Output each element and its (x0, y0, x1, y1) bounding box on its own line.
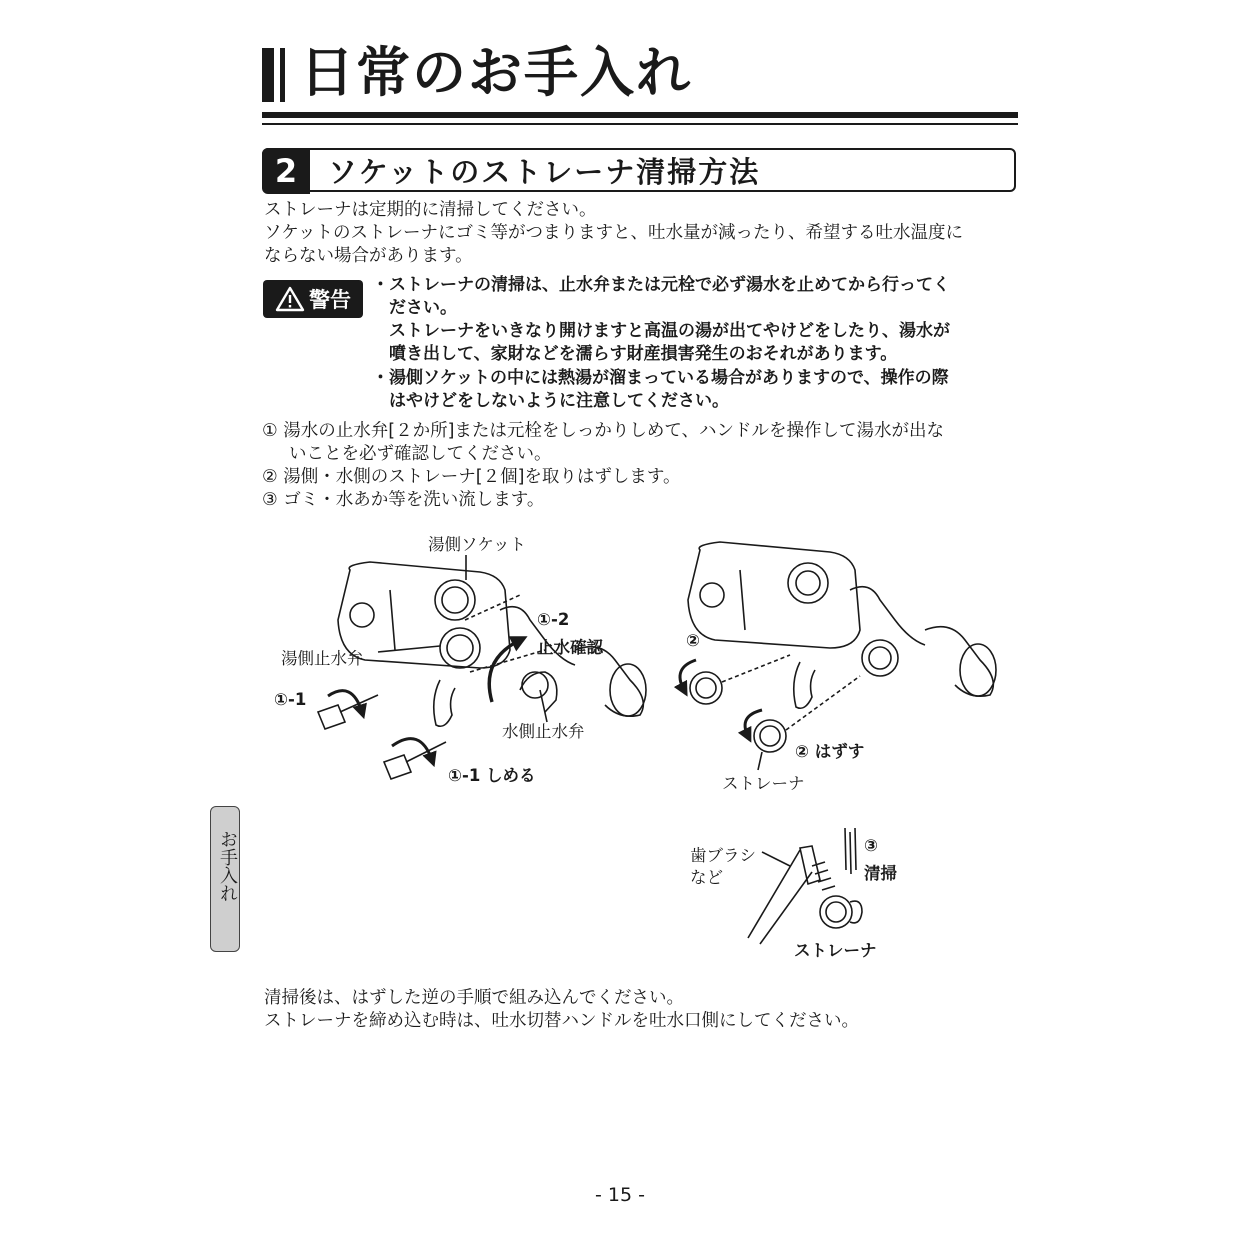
label-remove: ② はずす (795, 742, 865, 761)
label-hot-socket: 湯側ソケット (428, 535, 527, 554)
warning-label: 警告 (309, 288, 351, 312)
warning-line-3: ストレーナをいきなり開けますと高温の湯が出てやけどをしたり、湯水が (389, 321, 950, 341)
warning-line-6: はやけどをしないように注意してください。 (389, 391, 729, 411)
label-step-1-2: ①-2 (537, 610, 570, 629)
faucet-figure-2 (680, 542, 996, 770)
page-title: 日常のお手入れ (300, 41, 692, 104)
side-tab-label: お手入れ (217, 830, 238, 902)
intro-line-3: ならない場合があります。 (264, 246, 473, 266)
section-number: 2 (262, 148, 310, 194)
footer-note-2: ストレーナを締め込む時は、吐水切替ハンドルを吐水口側にしてください。 (264, 1011, 859, 1031)
label-step-3: ③ (864, 836, 878, 855)
toothbrush-figure (748, 828, 862, 944)
label-toothbrush: 歯ブラシ (690, 846, 756, 865)
label-hot-valve: 湯側止水弁 (281, 649, 364, 668)
intro-line-2: ソケットのストレーナにゴミ等がつまりますと、吐水量が減ったり、希望する吐水温度に (264, 223, 963, 243)
label-close: ①-1 しめる (448, 766, 536, 785)
label-cold-valve: 水側止水弁 (502, 722, 585, 741)
faucet-figure-1 (318, 555, 646, 779)
label-step-2: ② (686, 631, 700, 650)
label-strainer-2: ストレーナ (722, 774, 805, 793)
warning-line-4: 噴き出して、家財などを濡らす財産損害発生のおそれがあります。 (389, 344, 898, 364)
label-etc: など (690, 868, 723, 887)
warning-line-1: ・ストレーナの清掃は、止水弁または元栓で必ず湯水を止めてから行ってく (372, 275, 950, 295)
section-title: ソケットのストレーナ清掃方法 (328, 155, 761, 189)
step-1: ① 湯水の止水弁[２か所]または元栓をしっかりしめて、ハンドルを操作して湯水が出な (262, 421, 945, 441)
label-clean: 清掃 (864, 864, 897, 883)
step-2: ② 湯側・水側のストレーナ[２個]を取りはずします。 (262, 467, 681, 487)
label-strainer-3: ストレーナ (794, 941, 877, 960)
warning-line-2: ださい。 (389, 298, 457, 318)
step-3: ③ ゴミ・水あか等を洗い流します。 (262, 490, 545, 510)
footer-note-1: 清掃後は、はずした逆の手順で組み込んでください。 (264, 988, 684, 1008)
step-1-cont: いことを必ず確認してください。 (289, 444, 552, 464)
label-step-1-1: ①-1 (274, 690, 307, 709)
label-confirm: 止水確認 (537, 638, 603, 657)
intro-line-1: ストレーナは定期的に清掃してください。 (264, 200, 597, 220)
page-number: - 15 - (595, 1184, 645, 1206)
warning-line-5: ・湯側ソケットの中には熱湯が溜まっている場合がありますので、操作の際 (372, 368, 949, 388)
